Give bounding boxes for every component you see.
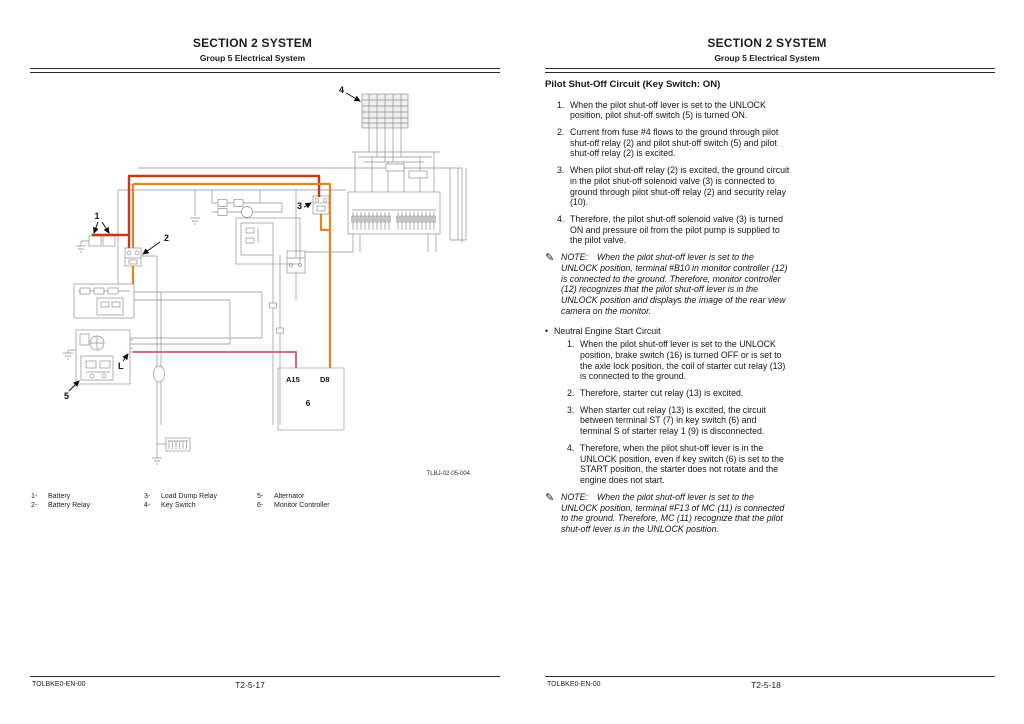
- pilot-shutoff-steps: [545, 100, 790, 247]
- callout-6-monitor-controller: 6: [305, 398, 311, 408]
- terminal-d8-label: D8: [320, 375, 330, 384]
- figure-code: TLBJ-02-05-004: [426, 471, 470, 477]
- footer-rule: [545, 676, 995, 677]
- legend-item: 4- Key Switch: [144, 502, 196, 509]
- footer-rule: [30, 676, 500, 677]
- note-block-1: [545, 252, 790, 316]
- diagram-legend: [31, 493, 461, 509]
- note-block-2: [545, 492, 790, 535]
- callout-2-battery-relay: 2: [164, 233, 170, 243]
- red-wire: [92, 176, 319, 248]
- group-title: Group 5 Electrical System: [714, 53, 820, 63]
- list-item: 3. When pilot shut-off relay (2) is excited, the ground circuit in the pilot shut-off solenoid valve (3) is connected to ground through pilot shut-off relay (2) and security relay (10).: [557, 165, 790, 208]
- callout-4-key-switch: 4: [339, 85, 345, 95]
- list-item: 4. Therefore, when the pilot shut-off lever is in the UNLOCK position, even if key switch (6) is set to the START position, the starter does not rotate and the engine does not start.: [567, 442, 784, 486]
- pink-wire: [133, 352, 296, 368]
- topic-title: Pilot Shut-Off Circuit (Key Switch: ON): [545, 79, 721, 90]
- list-item: 3. When starter cut relay (13) is excited, the circuit between terminal ST (7) in key switch (6) and terminal S of starter relay 1 (9) is disconnected.: [567, 404, 766, 437]
- header-rule: [545, 68, 995, 73]
- right-page: [512, 0, 1024, 724]
- note-label: NOTE:: [561, 491, 588, 502]
- note-text: When the pilot shut-off lever is set to the UNLOCK position, terminal #B10 in monitor controller (12) is connected to the ground. Therefore, monitor controller (12) recognizes that the pilot shut-off lever is in the UNLOCK position and displays the image of the rear view camera on the monitor.: [561, 252, 788, 316]
- doc-code: TOLBKE0-EN-00: [32, 681, 86, 688]
- neutral-engine-start-heading: • Neutral Engine Start Circuit: [545, 326, 661, 337]
- legend-item: 5- Alternator: [257, 493, 305, 500]
- list-item: 2. Therefore, starter cut relay (13) is excited.: [567, 388, 744, 399]
- right-page-header: [545, 36, 989, 63]
- terminal-l-label: L: [118, 361, 124, 371]
- legend-item: 6- Monitor Controller: [257, 502, 330, 509]
- callout-1-battery: 1: [94, 211, 100, 221]
- note-label: NOTE:: [561, 252, 588, 263]
- wiring-diagram: [0, 0, 512, 660]
- page-number: T2-5-17: [235, 680, 265, 690]
- orange-wire: [133, 184, 330, 368]
- legend-item: 2- Battery Relay: [31, 502, 91, 509]
- list-item: 2. Current from fuse #4 flows to the ground through pilot shut-off relay (2) and pilot shut-off switch (5) and pilot shut-off relay (2) is excited.: [557, 126, 779, 159]
- list-item: 4. Therefore, the pilot shut-off solenoid valve (3) is turned ON and pressure oil from the pilot pump is supplied to the pilot valve.: [557, 213, 784, 246]
- callout-5-alternator: 5: [64, 391, 70, 401]
- list-item: 1. When the pilot shut-off lever is set to the UNLOCK position, brake switch (16) is turned OFF or is set to the axle lock position, the coil of starter cut relay (13) is connected to the ground.: [567, 339, 786, 382]
- doc-code: TOLBKE0-EN-00: [547, 681, 601, 688]
- key-switch-grid: [362, 94, 408, 128]
- grey-wire-network: [63, 94, 466, 464]
- fuse-bank-left: [352, 212, 390, 230]
- legend-item: 1- Battery: [31, 493, 71, 500]
- note-text: When the pilot shut-off lever is set to the UNLOCK position, terminal #F13 of MC (11) is connected to the ground. Therefore, MC (11) recognize that the pilot shut-off lever is in the UNLOCK position.: [561, 491, 785, 534]
- note-pencil-icon: ✎: [545, 491, 555, 504]
- group-title: Group 5 Electrical System: [199, 53, 306, 63]
- body-text-column: [545, 79, 790, 544]
- section-title: SECTION 2 SYSTEM: [707, 36, 827, 50]
- bullet-glyph: •: [545, 326, 549, 337]
- fuse-bank-right: [397, 212, 435, 230]
- note-pencil-icon: ✎: [545, 252, 555, 265]
- neutral-engine-start-steps: [545, 339, 790, 486]
- terminal-a15-label: A15: [286, 375, 300, 384]
- page-number: T2-5-18: [751, 680, 781, 690]
- diagram-callouts: [64, 85, 360, 408]
- list-item: 1. When the pilot shut-off lever is set to the UNLOCK position, pilot shut-off switch (5) is turned ON.: [557, 99, 766, 121]
- legend-item: 3- Load Dump Relay: [144, 493, 218, 500]
- callout-3-load-dump-relay: 3: [297, 201, 303, 211]
- section-title: SECTION 2 SYSTEM: [192, 36, 313, 50]
